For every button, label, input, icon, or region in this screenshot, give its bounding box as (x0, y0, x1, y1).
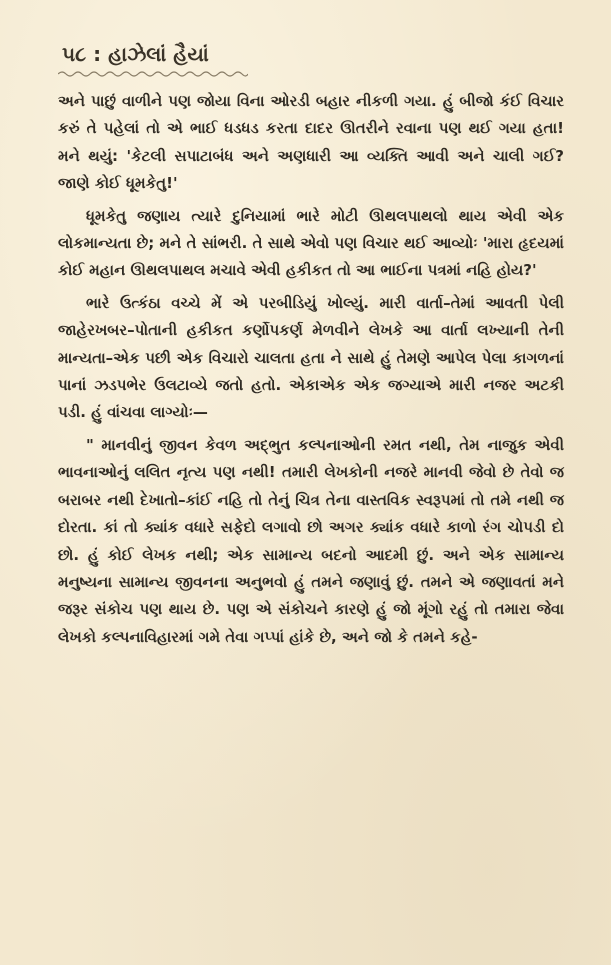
running-title: હાઝેલાં હૈયાં (108, 42, 209, 66)
page-number: ૫૮ (62, 42, 87, 66)
paragraph-4: " માનવીનું જીવન કેવળ અદ્ભુત કલ્પનાઓની રમત નથી, તેમ નાજુક એવી ભાવનાઓનું લલિત નૃત્ય પણ નથી! તમારી લેખકોની નજરે માનવી જેવો છે તેવો જ બરાબર નથી દેખાતો–કાંઈ નહિ તો તેનું ચિત્ર તેના વાસ્તવિક સ્વરૂપમાં તો તમે નથી જ દોરતા. કાં તો ક્યાંક વધારે સફેદો લગાવો છો અગર ક્યાંક વધારે કાળો રંગ ચોપડી દો છો. હું કોઈ લેખક નથી; એક સામાન્ય બદનો આદમી છું. અને એક સામાન્ય મનુષ્યના સામાન્ય જીવનના અનુભવો હું તમને જણાવું છું. તમને એ જણાવતાં મને જરૂર સંકોચ પણ થાય છે. પણ એ સંકોચને કારણે હું જો મૂંગો રહું તો તમારા જેવા લેખકો કલ્પનાવિહારમાં ગમે તેવા ગપ્પાં હાંકે છે, અને જો કે તમને કહે- (58, 435, 564, 646)
body-text (58, 88, 564, 656)
running-head (62, 42, 209, 66)
head-separator: : (93, 42, 102, 66)
paragraph-2: ધૂમકેતુ જણાય ત્યારે દુનિયામાં ભારે મોટી ઊથલપાથલો થાય એવી એક લોકમાન્યતા છે; મને તે સાંભરી. તે સાથે એવો પણ વિચાર થઈ આવ્યોઃ 'મારા હૃદયમાં કોઈ મહાન ઊથલપાથલ મચાવે એવી હકીકત તો આ ભાઈના પત્રમાં નહિ હોય?' (58, 206, 564, 280)
paragraph-3: ભારે ઉત્કંઠા વચ્ચે મેં એ પરબીડિયું ખોલ્યું. મારી વાર્તા–તેમાં આવતી પેલી જાહેરખબર–પોતાની હકીકત કર્ણોપકર્ણ મેળવીને લેખકે આ વાર્તા લખ્યાની તેની માન્યતા–એક પછી એક વિચારો ચાલતા હતા ને સાથે હું તેમણે આપેલ પેલા કાગળનાં પાનાં ઝડપભેર ઉલટાવ્યે જતો હતો. એકાએક એક જગ્યાએ મારી નજર અટકી પડી. હું વાંચવા લાગ્યોઃ— (58, 293, 564, 422)
decorative-wavy-rule (58, 70, 248, 78)
paragraph-1: અને પાછું વાળીને પણ જોયા વિના ઓરડી બહાર નીકળી ગયા. હું બીજો કંઈ વિચાર કરું તે પહેલાં તો એ ભાઈ ધડધડ કરતા દાદર ઊતરીને રવાના પણ થઈ ગયા હતા! મને થયું: 'કેટલી સપાટાબંધ અને અણધારી આ વ્યક્તિ આવી અને ચાલી ગઈ? જાણે કોઈ ધૂમકેતુ!' (58, 92, 564, 193)
